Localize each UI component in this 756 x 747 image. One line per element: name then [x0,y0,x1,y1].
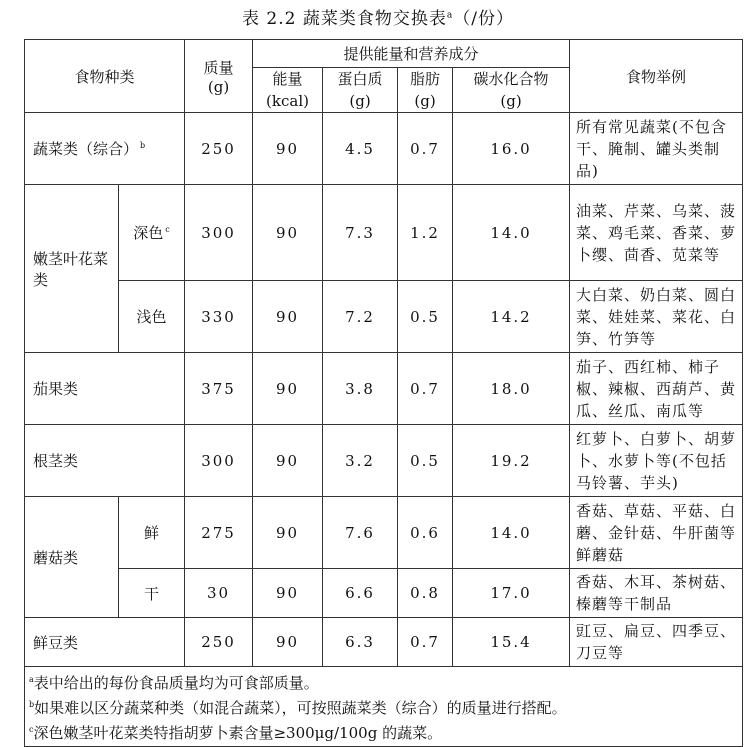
protein-cell: 7.2 [323,281,398,353]
protein-cell: 7.3 [323,185,398,281]
footnote-text: 表中给出的每份食品质量均为可食部质量。 [33,674,319,692]
header-carb-label: 碳水化合物 [473,70,549,88]
examples-cell: 红萝卜、白萝卜、胡萝卜、水萝卜等(不包括马铃薯、芋头) [570,425,743,497]
carb-cell: 15.4 [453,618,570,667]
table-row [25,618,743,667]
header-protein-label: 蛋白质 [337,70,383,88]
fat-cell: 0.6 [398,497,453,569]
caption-title: 表 2.2 蔬菜类食物交换表 [242,9,447,29]
vegetable-exchange-table [24,39,743,747]
fat-cell: 0.7 [398,618,453,667]
header-fat [398,68,453,113]
table-row [25,353,743,425]
carb-cell: 14.0 [453,497,570,569]
footnote-text: 如果难以区分蔬菜种类（如混合蔬菜），可按照蔬菜类（综合）的质量进行搭配。 [34,699,567,717]
header-energy-unit: (kcal) [266,92,309,110]
fat-cell: 0.5 [398,281,453,353]
energy-cell: 90 [253,618,323,667]
subcategory-cell: 鲜 [119,497,185,569]
examples-cell: 香菇、草菇、平菇、白蘑、金针菇、牛肝菌等鲜蘑菇 [570,497,743,569]
protein-cell: 3.8 [323,353,398,425]
category-cell: 鲜豆类 [25,618,185,667]
energy-cell: 90 [253,113,323,185]
caption-suffix: （/份） [453,9,514,29]
protein-cell: 6.3 [323,618,398,667]
mass-cell: 275 [185,497,253,569]
energy-cell: 90 [253,281,323,353]
table-row [25,113,743,185]
header-nutrients-group: 提供能量和营养成分 [253,40,570,68]
carb-cell: 17.0 [453,569,570,618]
fat-cell: 0.5 [398,425,453,497]
category-label: 蔬菜类（综合） [33,140,139,158]
header-food-type: 食物种类 [25,40,185,113]
examples-cell: 大白菜、奶白菜、圆白菜、娃娃菜、菜花、白笋、竹笋等 [570,281,743,353]
mass-cell: 300 [185,425,253,497]
footnote-a [29,669,742,694]
category-cell: 茄果类 [25,353,185,425]
fat-cell: 1.2 [398,185,453,281]
energy-cell: 90 [253,497,323,569]
header-mass-label: 质量 [203,58,234,77]
carb-cell: 14.0 [453,185,570,281]
header-energy [253,68,323,113]
energy-cell: 90 [253,185,323,281]
table-caption [0,4,756,29]
table-row [25,281,743,353]
fat-cell: 0.7 [398,113,453,185]
subcategory-cell [119,185,185,281]
protein-cell: 4.5 [323,113,398,185]
header-fat-unit: (g) [414,92,436,110]
category-cell: 嫩茎叶花菜类 [25,185,119,353]
fat-cell: 0.7 [398,353,453,425]
carb-cell: 16.0 [453,113,570,185]
protein-cell: 7.6 [323,497,398,569]
examples-cell: 豇豆、扁豆、四季豆、刀豆等 [570,618,743,667]
footnote-mark: c [29,725,34,734]
examples-cell: 香菇、木耳、茶树菇、榛蘑等干制品 [570,569,743,618]
footnote-mark: b [140,141,146,150]
table-row [25,497,743,569]
energy-cell: 90 [253,425,323,497]
carb-cell: 18.0 [453,353,570,425]
protein-cell: 3.2 [323,425,398,497]
header-examples: 食物举例 [570,40,743,113]
header-energy-label: 能量 [272,70,303,88]
footnote-mark: b [29,700,35,709]
mass-cell: 375 [185,353,253,425]
footnotes [25,667,743,747]
caption-footnote-mark: a [446,10,454,21]
header-mass [185,40,253,113]
category-cell [25,113,185,185]
mass-cell: 30 [185,569,253,618]
protein-cell: 6.6 [323,569,398,618]
header-mass-unit: (g) [207,77,230,96]
subcategory-label: 深色 [133,224,164,242]
examples-cell: 茄子、西红柿、柿子椒、辣椒、西葫芦、黄瓜、丝瓜、南瓜等 [570,353,743,425]
header-fat-label: 脂肪 [410,70,441,88]
subcategory-cell: 干 [119,569,185,618]
footnote-c [29,719,742,744]
mass-cell: 250 [185,113,253,185]
energy-cell: 90 [253,353,323,425]
header-protein-unit: (g) [349,92,371,110]
footnotes-row [25,667,743,747]
footnote-mark: c [165,225,170,234]
table-row [25,185,743,281]
table-row [25,425,743,497]
carb-cell: 14.2 [453,281,570,353]
carb-cell: 19.2 [453,425,570,497]
fat-cell: 0.8 [398,569,453,618]
energy-cell: 90 [253,569,323,618]
footnote-text: 深色嫩茎叶花菜类特指胡萝卜素含量≥300μg/100g 的蔬菜。 [33,724,443,742]
mass-cell: 330 [185,281,253,353]
category-cell: 根茎类 [25,425,185,497]
footnote-b [29,694,742,719]
footnote-mark: a [29,675,34,684]
header-row-1 [25,40,743,68]
table-row [25,569,743,618]
header-protein [323,68,398,113]
subcategory-cell: 浅色 [119,281,185,353]
category-cell: 蘑菇类 [25,497,119,618]
mass-cell: 300 [185,185,253,281]
examples-cell: 所有常见蔬菜(不包含干、腌制、罐头类制品) [570,113,743,185]
header-carb [453,68,570,113]
header-carb-unit: (g) [500,92,522,110]
examples-cell: 油菜、芹菜、乌菜、菠菜、鸡毛菜、香菜、萝卜缨、茴香、苋菜等 [570,185,743,281]
mass-cell: 250 [185,618,253,667]
